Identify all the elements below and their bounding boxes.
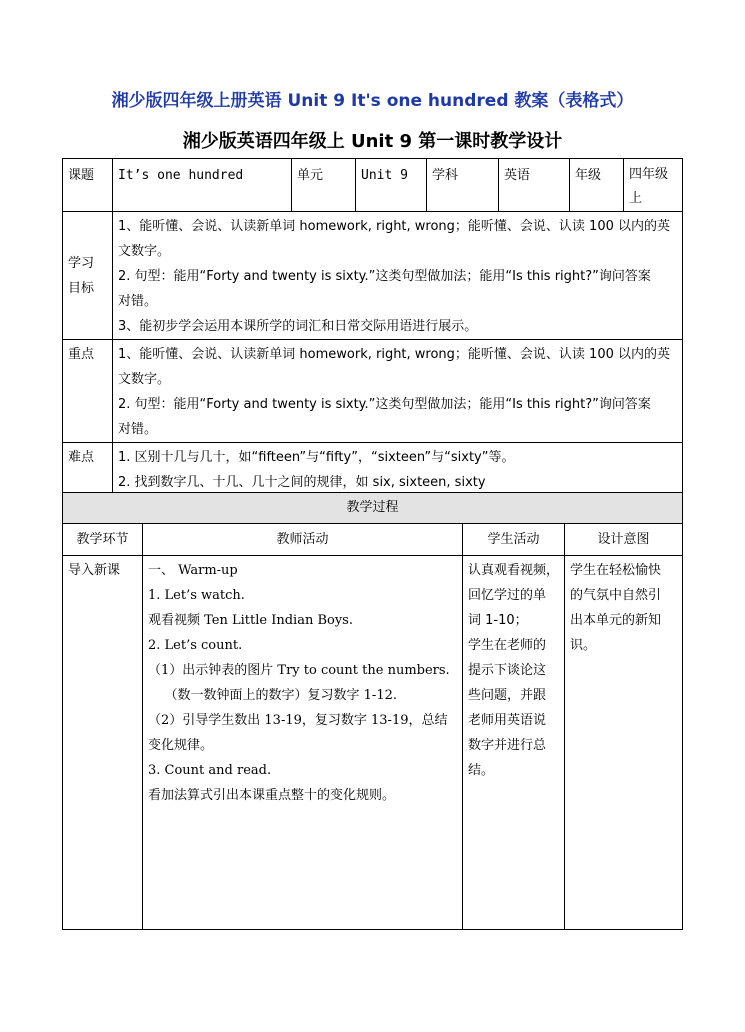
student-activity-line: 提示下谈论这 [468, 663, 547, 678]
column-header-stage: 教学环节 [63, 524, 143, 556]
teacher-activity-line: （数一数钟面上的数字）复习数字 1-12. [148, 688, 397, 703]
key-points-line: 文数字。 [118, 372, 171, 387]
lesson-header-row [63, 159, 683, 212]
objectives-label-line2: 目标 [68, 280, 95, 296]
teacher-activity-line: （2）引导学生数出 13-19，复习数字 13-19，总结 [148, 713, 448, 728]
teacher-activity-line: 看加法算式引出本课重点整十的变化规则。 [148, 788, 396, 803]
column-header-teacher: 教师活动 [143, 524, 463, 556]
process-row-intro [63, 556, 683, 930]
document-title: 湘少版四年级上册英语 Unit 9 It's one hundred 教案（表格式） [111, 91, 634, 111]
student-activity-line: 回忆学过的单 [468, 588, 547, 603]
teacher-activity-line: 一、 Warm-up [148, 563, 238, 578]
objectives-content [113, 212, 683, 340]
lesson-value: It’s one hundred [113, 159, 292, 212]
design-intent-cell [565, 556, 683, 930]
process-header-row [63, 524, 683, 556]
student-activity-line: 词 1-10； [468, 613, 528, 628]
key-points-content [113, 340, 683, 443]
key-points-line: 1、能听懂、会说、认读新单词 homework, right, wrong；能听懂、会说、认读 100 以内的英 [118, 347, 671, 362]
teacher-activity-line: （1）出示钟表的图片 Try to count the numbers. [148, 663, 450, 678]
difficulties-line: 2. 找到数字几、十几、几十之间的规律，如 six, sixteen, sixty [118, 475, 486, 490]
lesson-info-table [62, 158, 683, 498]
unit-label: 单元 [292, 159, 356, 212]
objectives-line: 3、能初步学会运用本课所学的词汇和日常交际用语进行展示。 [118, 319, 478, 334]
difficulties-row [63, 443, 683, 498]
key-points-line: 2. 句型：能用“Forty and twenty is sixty.”这类句型做加法；能用“Is this right?”询问答案 [118, 397, 651, 412]
subject-value: 英语 [499, 159, 570, 212]
teacher-activity-line: 观看视频 Ten Little Indian Boys. [148, 613, 353, 628]
lesson-label: 课题 [63, 159, 113, 212]
design-intent-line: 出本单元的新知 [570, 613, 662, 628]
objectives-line: 2. 句型：能用“Forty and twenty is sixty.”这类句型做加法；能用“Is this right?”询问答案 [118, 269, 651, 284]
column-header-intent: 设计意图 [565, 524, 683, 556]
grade-value-line2: 上 [629, 191, 643, 206]
key-points-row [63, 340, 683, 443]
teacher-activity-cell [143, 556, 463, 930]
process-section-title: 教学过程 [63, 493, 683, 524]
teaching-process-table [62, 492, 683, 930]
teacher-activity-line: 3. Count and read. [148, 763, 272, 778]
key-points-line: 对错。 [118, 422, 158, 437]
student-activity-line: 结。 [468, 763, 495, 778]
student-activity-line: 认真观看视频， [468, 563, 560, 578]
objectives-line: 文数字。 [118, 244, 171, 259]
difficulties-content [113, 443, 683, 498]
unit-value: Unit 9 [356, 159, 427, 212]
student-activity-cell [463, 556, 565, 930]
objectives-label [63, 212, 113, 340]
teacher-activity-line: 2. Let’s count. [148, 638, 243, 653]
grade-label: 年级 [570, 159, 624, 212]
column-header-student: 学生活动 [463, 524, 565, 556]
student-activity-line: 数字并进行总 [468, 738, 547, 753]
objectives-row [63, 212, 683, 340]
subject-label: 学科 [427, 159, 499, 212]
difficulties-label: 难点 [63, 443, 113, 498]
teacher-activity-line: 1. Let’s watch. [148, 588, 245, 603]
lesson-plan-title: 湘少版英语四年级上 Unit 9 第一课时教学设计 [182, 131, 563, 152]
design-intent-line: 识。 [570, 638, 597, 653]
objectives-label-line1: 学习 [68, 255, 95, 271]
design-intent-line: 学生在轻松愉快 [570, 563, 662, 578]
design-intent-line: 的气氛中自然引 [570, 588, 662, 603]
process-title-row [63, 493, 683, 524]
student-activity-line: 些问题，并跟 [468, 688, 547, 703]
objectives-line: 对错。 [118, 294, 158, 309]
key-points-label: 重点 [63, 340, 113, 443]
objectives-line: 1、能听懂、会说、认读新单词 homework, right, wrong；能听懂、会说、认读 100 以内的英 [118, 219, 671, 234]
grade-value-line1: 四年级 [629, 167, 669, 182]
difficulties-line: 1. 区别十几与几十，如“fifteen”与“fifty”，“sixteen”与“sixty”等。 [118, 450, 515, 465]
stage-cell: 导入新课 [63, 556, 143, 930]
student-activity-line: 老师用英语说 [468, 713, 547, 728]
teacher-activity-line: 变化规律。 [148, 738, 214, 753]
student-activity-line: 学生在老师的 [468, 638, 547, 653]
grade-value [624, 159, 683, 212]
